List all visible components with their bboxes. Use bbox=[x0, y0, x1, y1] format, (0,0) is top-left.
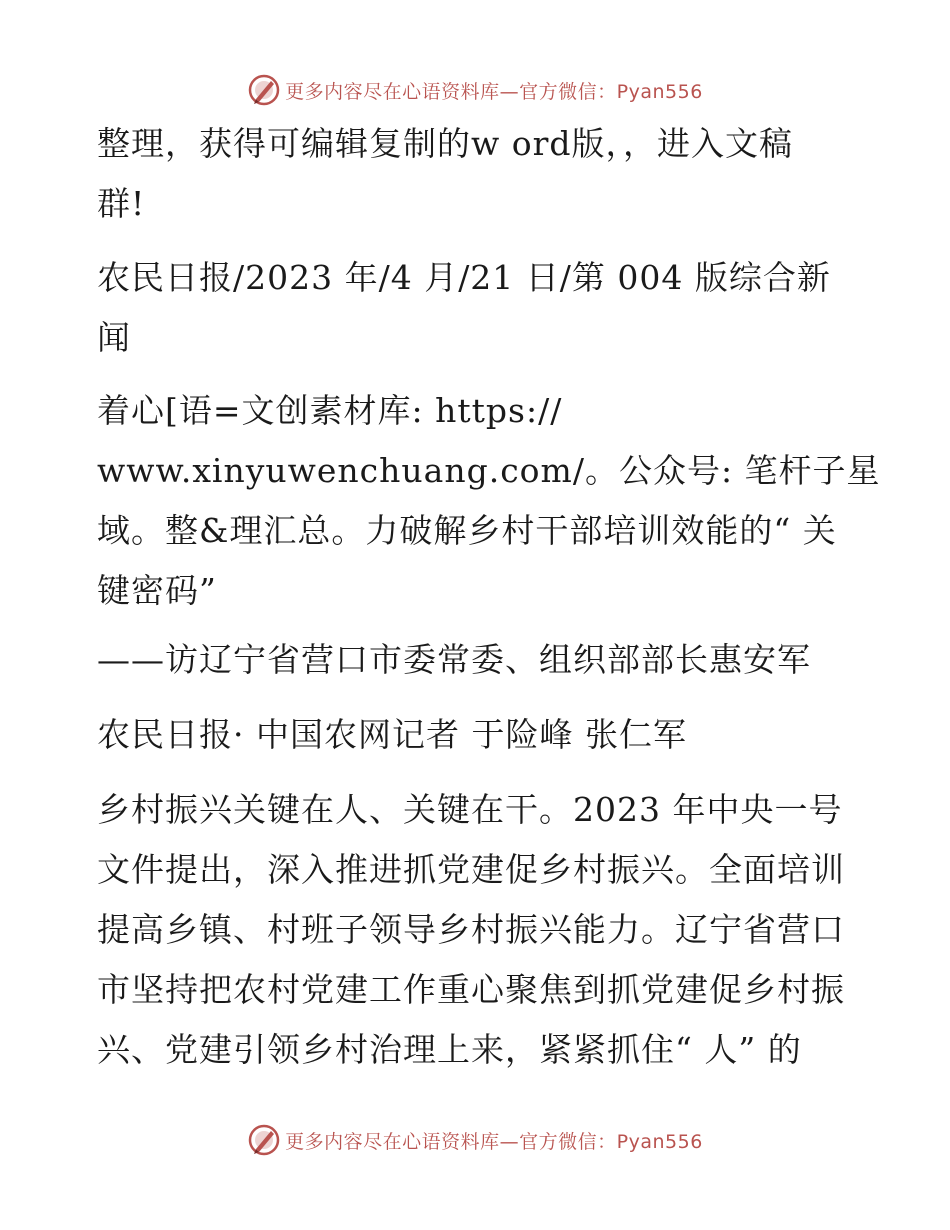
text-line: 着心[语=文创素材库: https:// bbox=[97, 391, 563, 430]
paragraph-intro bbox=[97, 114, 857, 234]
text-line: 文件提出，深入推进抓党建促乡村振兴。全面培训 bbox=[97, 850, 845, 889]
text-line: 闻 bbox=[97, 318, 131, 357]
text-line: 农民日报· 中国农网记者 于险峰 张仁军 bbox=[97, 715, 687, 754]
paragraph-byline bbox=[97, 705, 857, 765]
text-line: 群! bbox=[97, 184, 146, 223]
paragraph-source bbox=[97, 248, 857, 368]
pen-seal-icon bbox=[247, 73, 281, 107]
text-line: 域。整&理汇总。力破解乡村干部培训效能的“ 关 bbox=[97, 511, 837, 550]
text-line: www.xinyuwenchuang.com/。公众号: 笔杆子星 bbox=[97, 451, 881, 490]
paragraph-body bbox=[97, 780, 857, 1080]
paragraph-subtitle bbox=[97, 630, 857, 690]
text-line: 兴、党建引领乡村治理上来，紧紧抓住“ 人” 的 bbox=[97, 1030, 802, 1069]
text-line: 整理，获得可编辑复制的w ord版，，进入文稿 bbox=[97, 124, 794, 163]
watermark-text: 更多内容尽在心语资料库—官方微信：Pyan556 bbox=[285, 1130, 703, 1153]
header-watermark-banner bbox=[0, 70, 950, 110]
text-line: 键密码” bbox=[97, 571, 217, 610]
text-line: 市坚持把农村党建工作重心聚焦到抓党建促乡村振 bbox=[97, 970, 845, 1009]
paragraph-title bbox=[97, 381, 881, 621]
text-line: ——访辽宁省营口市委常委、组织部部长惠安军 bbox=[97, 640, 811, 679]
text-line: 提高乡镇、村班子领导乡村振兴能力。辽宁省营口 bbox=[97, 910, 845, 949]
pen-seal-icon bbox=[247, 1123, 281, 1157]
text-line: 乡村振兴关键在人、关键在干。2023 年中央一号 bbox=[97, 790, 843, 829]
watermark-text: 更多内容尽在心语资料库—官方微信：Pyan556 bbox=[285, 80, 703, 103]
footer-watermark-banner bbox=[0, 1120, 950, 1160]
text-line: 农民日报/2023 年/4 月/21 日/第 004 版综合新 bbox=[97, 258, 831, 297]
